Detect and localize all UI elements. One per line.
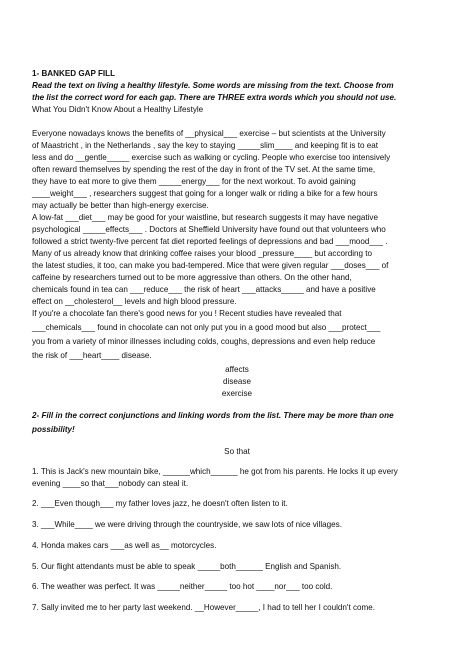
paragraph3-line: If you're a chocolate fan there's good news for you ! Recent studies have revealed that bbox=[32, 309, 342, 318]
paragraph1-line: they have to eat more to give them _____energy___ for the next workout. To avoid gaining bbox=[32, 177, 356, 186]
paragraph3-line: you from a variety of minor illnesses including colds, coughs, depressions and even help reduce bbox=[32, 337, 376, 346]
paragraph1-line: may actually be better than high-energy exercise. bbox=[32, 201, 209, 210]
exercise-item: 7. Sally invited me to her party last weekend. __However_____, I had to tell her I couldn't come. bbox=[32, 603, 376, 612]
paragraph1-line: ____weight___ , researchers suggest that going for a longer walk or riding a bike for a few hours bbox=[32, 189, 378, 198]
paragraph2-line: Many of us already know that drinking coffee raises your blood _pressure____ but according to bbox=[32, 249, 372, 258]
paragraph1-line: less and do __gentle_____ exercise such as walking or cycling. People who exercise too intensively bbox=[32, 153, 391, 162]
exercise-item: 1. This is Jack's new mountain bike, ______which______ he got from his parents. He locks it up every bbox=[32, 467, 398, 476]
paragraph1-line: of Maastricht , in the Netherlands , say the key to staying _____slim____ and keeping fit is to eat bbox=[32, 141, 378, 150]
extra-words-list bbox=[32, 364, 442, 401]
section1-heading: 1- BANKED GAP FILL bbox=[32, 69, 116, 78]
paragraph2-line: psychological _____effects___ . Doctors at Sheffield University have found out that volunteers who bbox=[32, 225, 386, 234]
paragraph2-line: caffeine by researchers turned out to be more aggressive than others. On the other hand, bbox=[32, 273, 352, 282]
section1-instructions-line2: the list the correct word for each gap. There are THREE extra words which you should not use. bbox=[32, 93, 397, 102]
paragraph1-line: Everyone nowadays knows the benefits of __physical___ exercise – but scientists at the University bbox=[32, 129, 386, 138]
exercise-item: evening ____so that___nobody can steal it. bbox=[32, 479, 189, 488]
paragraph2-line: chemicals found in tea can ___reduce___ the risk of heart ___attacks_____ and have a positive bbox=[32, 285, 376, 294]
section1-instructions-line1: Read the text on living a healthy lifestyle. Some words are missing from the text. Choose from bbox=[32, 81, 394, 90]
extra-word: affects bbox=[225, 365, 249, 374]
paragraph2-line: followed a strict twenty-five percent fat diet reported feelings of depressions and bad ___mood___ . bbox=[32, 237, 388, 246]
exercise-item: 5. Our flight attendants must be able to speak _____both______ English and Spanish. bbox=[32, 562, 342, 571]
exercise-item: 3. ___While____ we were driving through the countryside, we saw lots of nice villages. bbox=[32, 520, 342, 529]
exercise-item: 2. ___Even though___ my father loves jazz, he doesn't often listen to it. bbox=[32, 499, 288, 508]
section2-instructions-line1: 2- Fill in the correct conjunctions and linking words from the list. There may be more than one bbox=[32, 411, 394, 420]
paragraph1-line: often reward themselves by spending the rest of the day in front of the TV set. At the same time, bbox=[32, 165, 376, 174]
extra-word: exercise bbox=[221, 389, 253, 399]
paragraph2-line: effect on __cholesterol__ levels and high blood pressure. bbox=[32, 297, 237, 306]
paragraph2-line: A low-fat ___diet___ may be good for your waistline, but research suggests it may have negative bbox=[32, 213, 378, 222]
paragraph3-line: ___chemicals___ found in chocolate can not only put you in a good mood but also ___protect___ bbox=[32, 323, 381, 332]
paragraph3-line: the risk of ___heart____ disease. bbox=[32, 351, 152, 360]
exercise-item: 6. The weather was perfect. It was _____neither_____ too hot ____nor___ too cold. bbox=[32, 582, 333, 591]
text-title: What You Didn't Know About a Healthy Lifestyle bbox=[32, 105, 204, 114]
exercise-item: 4. Honda makes cars ___as well as__ motorcycles. bbox=[32, 541, 217, 550]
conjunction-word-list: So that bbox=[224, 447, 250, 456]
paragraph2-line: the latest studies, it too, can make you bad-tempered. Mice that were given regular ___doses___ of bbox=[32, 261, 389, 270]
section2-instructions-line2: possibility! bbox=[32, 425, 75, 434]
extra-word: disease bbox=[223, 377, 251, 387]
